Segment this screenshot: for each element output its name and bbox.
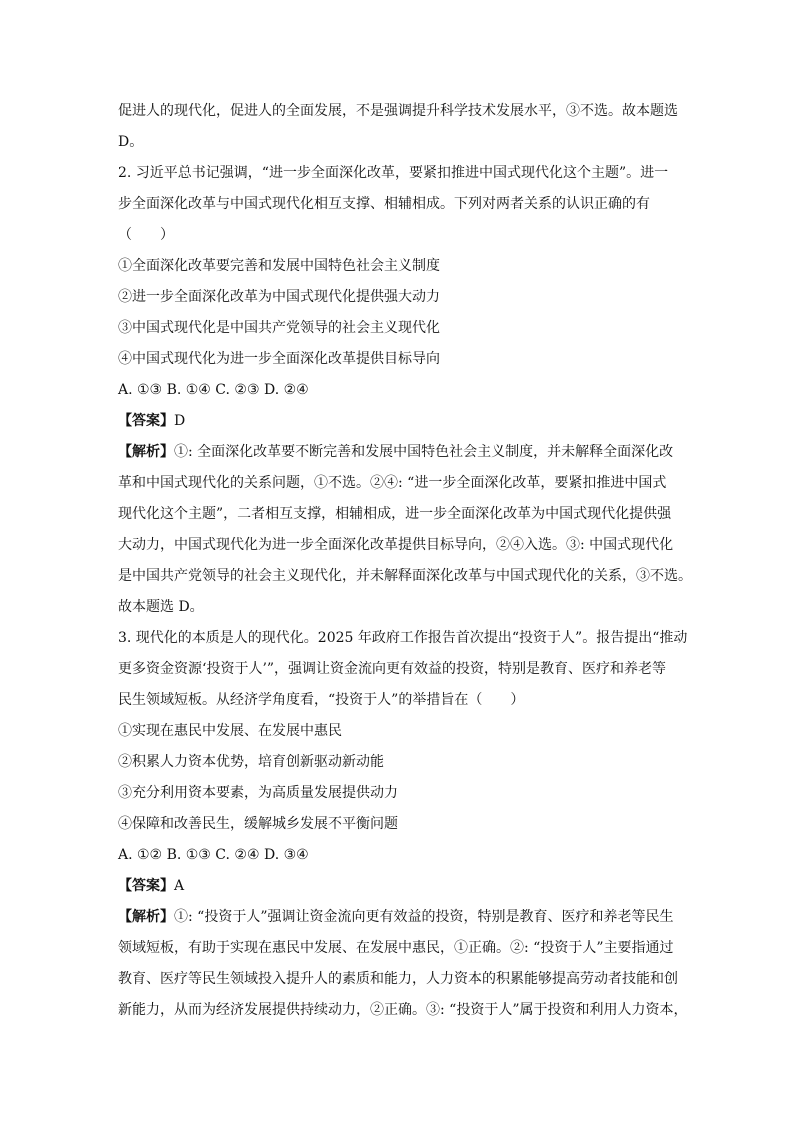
q2-answer-value: D: [174, 413, 186, 429]
question-2: [118, 158, 692, 623]
q2-analysis-line-6: 故本题选 D。: [118, 599, 204, 615]
prev-answer-line-2: D。: [118, 134, 144, 150]
q2-statement-3: ③中国式现代化是中国共产党领导的社会主义现代化: [118, 320, 440, 336]
q2-analysis-line-3: 现代化这个主题”，二者相互支撑，相辅相成，进一步全面深化改革为中国式现代化提供强: [118, 506, 672, 522]
q2-options: A. ①③ B. ①④ C. ②③ D. ②④: [118, 382, 309, 398]
q2-analysis-label: 【解析】: [118, 444, 174, 460]
q2-analysis-line-5: 是中国共产党领导的社会主义现代化，并未解释面深化改革与中国式现代化的关系，③不选。: [118, 568, 692, 584]
q2-stem-line-1: 2. 习近平总书记强调，“进一步全面深化改革，要紧扣推进中国式现代化这个主题”。进一: [118, 165, 669, 181]
q3-analysis-label: 【解析】: [118, 909, 174, 925]
q2-analysis-text-1: ①: 全面深化改革要不断完善和发展中国特色社会主义制度，并未解释全面深化改: [174, 444, 674, 460]
q3-answer-label: 【答案】: [118, 878, 174, 894]
q2-analysis-line-1: [118, 437, 678, 468]
q3-analysis-line-4: 新能力，从而为经济发展提供持续动力，②正确。③: “投资于人”属于投资和利用人力资本，: [118, 1002, 688, 1018]
q3-analysis-line-2: 领域短板，有助于实现在惠民中发展、在发展中惠民，①正确。②: “投资于人”主要指通过: [118, 940, 674, 956]
q3-statement-2: ②积累人力资本优势，培育创新驱动新动能: [118, 754, 384, 770]
question-3: [118, 623, 688, 1026]
document-page: [118, 96, 692, 1026]
q3-statement-3: ③充分利用资本要素，为高质量发展提供动力: [118, 785, 398, 801]
q2-answer-label: 【答案】: [118, 413, 174, 429]
q2-analysis-line-4: 大动力，中国式现代化为进一步全面深化改革提供目标导向，②④入选。③: 中国式现代化: [118, 537, 674, 553]
q2-stem-line-2: 步全面深化改革与中国式现代化相互支撑、相辅相成。下列对两者关系的认识正确的有: [118, 196, 650, 212]
q3-stem-line-2: 更多资金资源‘投资于人’”，强调让资金流向更有效益的投资，特别是教育、医疗和养老等: [118, 661, 667, 677]
q2-answer: [118, 406, 678, 437]
q3-analysis-text-1: ①: “投资于人”强调让资金流向更有效益的投资，特别是教育、医疗和养老等民生: [174, 909, 674, 925]
q3-answer-value: A: [174, 878, 185, 894]
q3-analysis-line-3: 教育、医疗等民生领域投入提升人的素质和能力，人力资本的积累能够提高劳动者技能和创: [118, 971, 678, 987]
q2-statement-1: ①全面深化改革要完善和发展中国特色社会主义制度: [118, 258, 440, 274]
prev-answer-line-1: 促进人的现代化，促进人的全面发展，不是强调提升科学技术发展水平，③不选。故本题选: [118, 103, 678, 119]
q3-stem-line-1: 3. 现代化的本质是人的现代化。2025 年政府工作报告首次提出“投资于人”。报告提出“推动: [118, 630, 688, 646]
q3-stem-line-3: 民生领域短板。从经济学角度看，“投资于人”的举措旨在（ ）: [118, 692, 525, 708]
q2-statement-2: ②进一步全面深化改革为中国式现代化提供强大动力: [118, 289, 440, 305]
q3-analysis-line-1: [118, 902, 678, 933]
q3-answer: [118, 871, 678, 902]
q2-analysis-line-2: 革和中国式现代化的关系问题，①不选。②④: “进一步全面深化改革，要紧扣推进中国式: [118, 475, 667, 491]
q2-stem-line-3: （ ）: [118, 227, 174, 243]
q3-statement-4: ④保障和改善民生，缓解城乡发展不平衡问题: [118, 816, 398, 832]
q3-options: A. ①② B. ①③ C. ②④ D. ③④: [118, 847, 309, 863]
q2-statement-4: ④中国式现代化为进一步全面深化改革提供目标导向: [118, 351, 440, 367]
q3-statement-1: ①实现在惠民中发展、在发展中惠民: [118, 723, 342, 739]
